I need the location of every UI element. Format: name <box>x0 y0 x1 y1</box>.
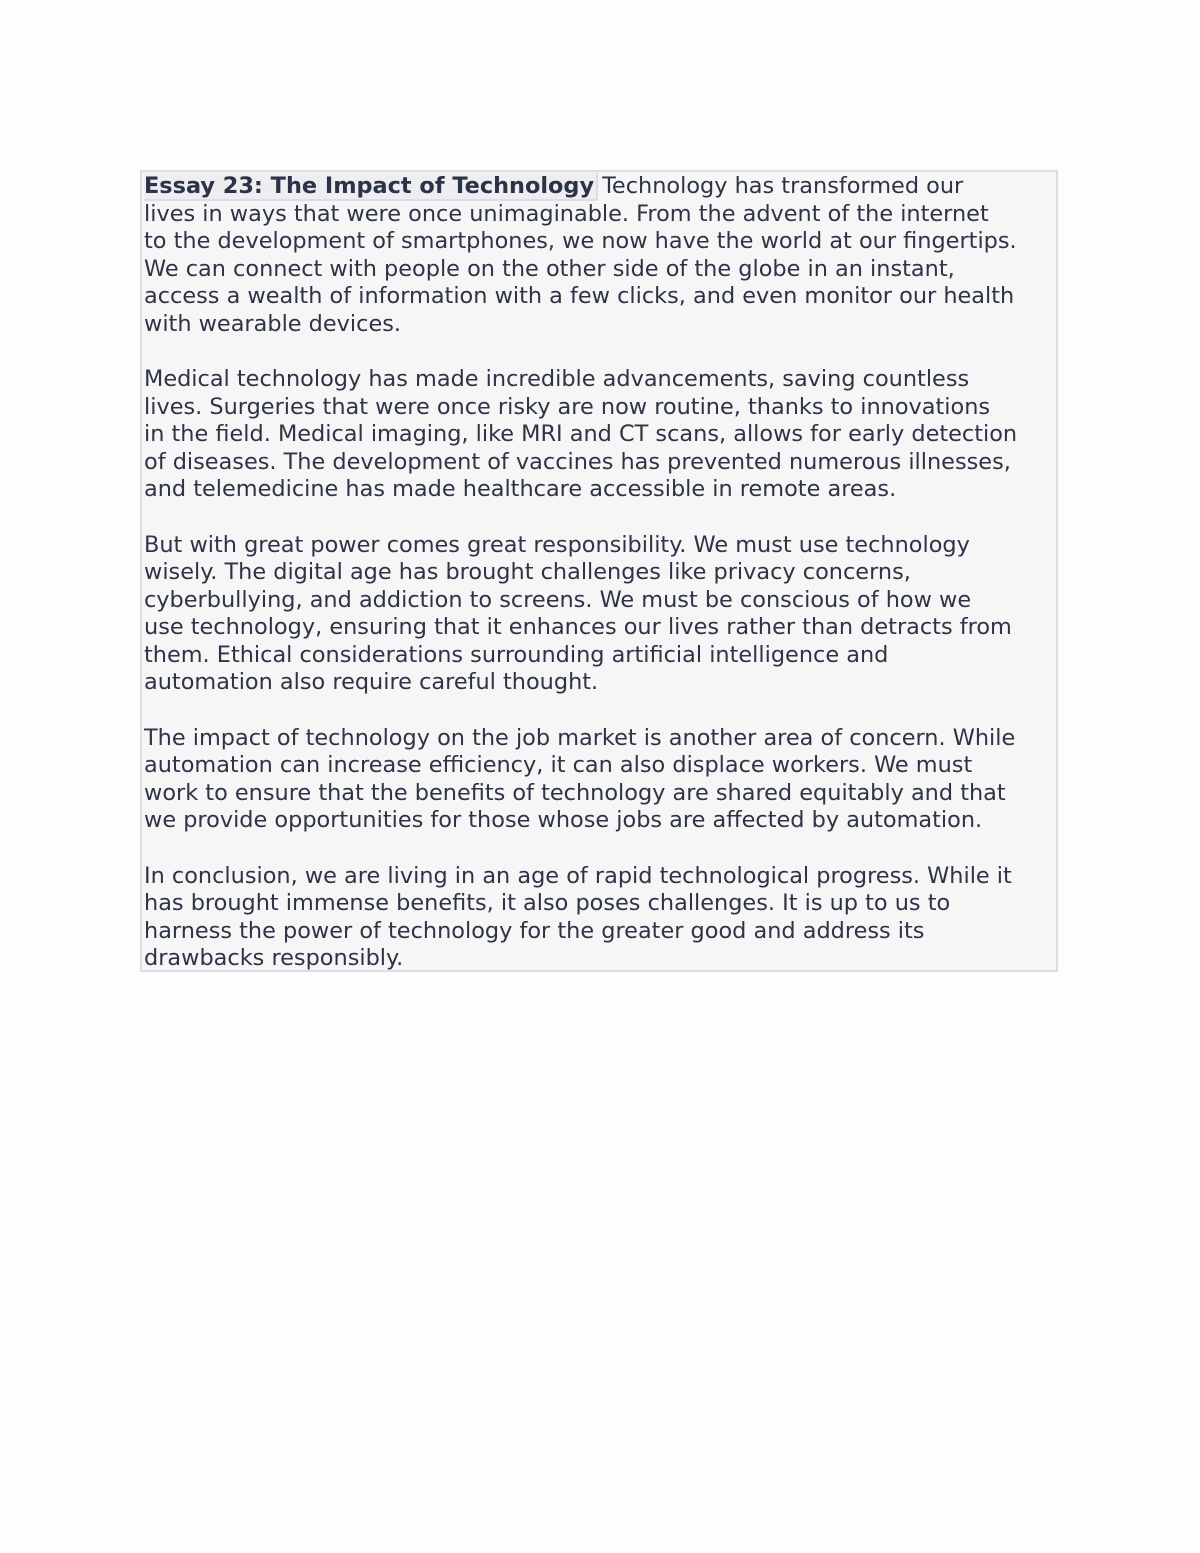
essay-line: The impact of technology on the job market is another area of concern. While <box>144 724 1016 751</box>
essay-paragraph-5 <box>144 863 1056 973</box>
essay-line: We can connect with people on the other side of the globe in an instant, <box>144 255 955 282</box>
essay-line: automation can increase efficiency, it can also displace workers. We must <box>144 752 973 778</box>
essay-line: cyberbullying, and addiction to screens. We must be conscious of how we <box>144 586 972 613</box>
essay-line: use technology, ensuring that it enhances our lives rather than detracts from <box>144 614 1012 640</box>
essay-line-text: Technology has transformed our <box>602 173 964 199</box>
essay-title: Essay 23: The Impact of Technology <box>144 173 598 201</box>
essay-line: drawbacks responsibly. <box>144 945 404 971</box>
essay-line: But with great power comes great responsibility. We must use technology <box>144 531 970 558</box>
essay-paragraph-2 <box>144 366 1056 504</box>
essay-line: work to ensure that the benefits of technology are shared equitably and that <box>144 779 1006 806</box>
essay-line: Medical technology has made incredible advancements, saving countless <box>144 366 970 392</box>
essay-line: harness the power of technology for the greater good and address its <box>144 917 925 944</box>
essay-line: has brought immense benefits, it also poses challenges. It is up to us to <box>144 890 951 916</box>
essay-line: and telemedicine has made healthcare accessible in remote areas. <box>144 476 897 502</box>
essay-line: In conclusion, we are living in an age of rapid technological progress. While it <box>144 862 1012 889</box>
essay-paragraph-3 <box>144 532 1056 697</box>
essay-line: them. Ethical considerations surrounding artificial intelligence and <box>144 641 889 668</box>
essay-line: of diseases. The development of vaccines has prevented numerous illnesses, <box>144 448 1011 475</box>
essay-line: automation also require careful thought. <box>144 669 599 695</box>
essay-line: with wearable devices. <box>144 310 402 337</box>
essay-paragraph-1 <box>144 173 1056 338</box>
essay-line: wisely. The digital age has brought challenges like privacy concerns, <box>144 559 911 585</box>
essay-line: in the field. Medical imaging, like MRI and CT scans, allows for early detection <box>144 421 1018 447</box>
essay-line: lives. Surgeries that were once risky are now routine, thanks to innovations <box>144 393 991 420</box>
essay-line <box>144 173 1056 201</box>
essay-line: we provide opportunities for those whose jobs are affected by automation. <box>144 807 983 833</box>
essay-line: to the development of smartphones, we now have the world at our fingertips. <box>144 228 1017 254</box>
essay-text-box[interactable] <box>140 170 1058 972</box>
essay-line: lives in ways that were once unimaginable. From the advent of the internet <box>144 200 989 227</box>
essay-paragraph-4 <box>144 725 1056 835</box>
essay-line: access a wealth of information with a few clicks, and even monitor our health <box>144 283 1015 309</box>
